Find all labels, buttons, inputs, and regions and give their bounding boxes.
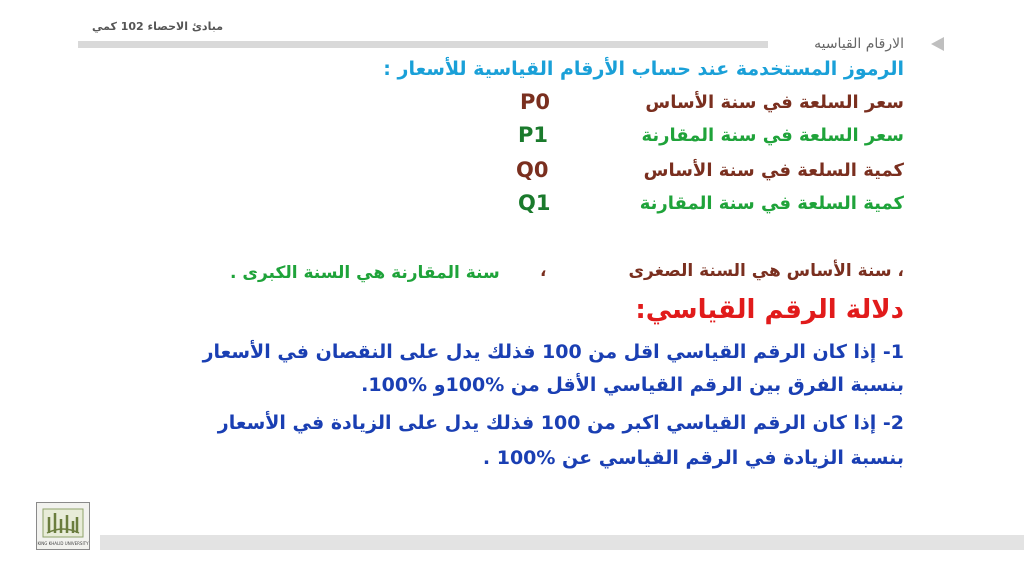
symbol-label-q1: كمية السلعة في سنة المقارنة [639, 193, 904, 214]
footer-bar [100, 535, 1024, 550]
symbol-code-p1: P1 [518, 123, 549, 147]
point-1-line-1: 1- إذا كان الرقم القياسي اقل من 100 فذلك يدل على النقصان في الأسعار [202, 341, 904, 363]
point-2-line-1: 2- إذا كان الرقم القياسي اكبر من 100 فذلك يدل على الزيادة في الأسعار [217, 412, 904, 434]
symbol-label-q0: كمية السلعة في سنة الأساس [643, 160, 904, 181]
point-1-line-2: بنسبة الفرق بين الرقم القياسي الأقل من %100و %100. [361, 374, 904, 396]
symbols-heading: الرموز المستخدمة عند حساب الأرقام القياسية للأسعار : [383, 58, 904, 80]
back-arrow-icon[interactable] [931, 37, 944, 51]
symbol-code-q1: Q1 [518, 191, 551, 215]
note-base-year: ، سنة الأساس هي السنة الصغرى [628, 261, 904, 281]
significance-title: دلالة الرقم القياسي: [635, 295, 904, 325]
course-label: مبادئ الاحصاء 102 كمي [92, 20, 224, 33]
symbol-label-p0: سعر السلعة في سنة الأساس [645, 92, 904, 113]
note-separator: ، [540, 261, 547, 281]
symbol-label-p1: سعر السلعة في سنة المقارنة [641, 125, 904, 146]
university-logo-icon [36, 502, 90, 550]
symbol-code-q0: Q0 [516, 158, 549, 182]
note-comparison-year: سنة المقارنة هي السنة الكبرى . [230, 263, 500, 283]
logo-caption: KING KHALID UNIVERSITY [37, 541, 89, 546]
slide-title: الارقام القياسيه [814, 36, 904, 52]
header-divider [78, 41, 768, 48]
point-2-line-2: بنسبة الزيادة في الرقم القياسي عن %100 . [482, 447, 904, 469]
symbol-code-p0: P0 [520, 90, 551, 114]
